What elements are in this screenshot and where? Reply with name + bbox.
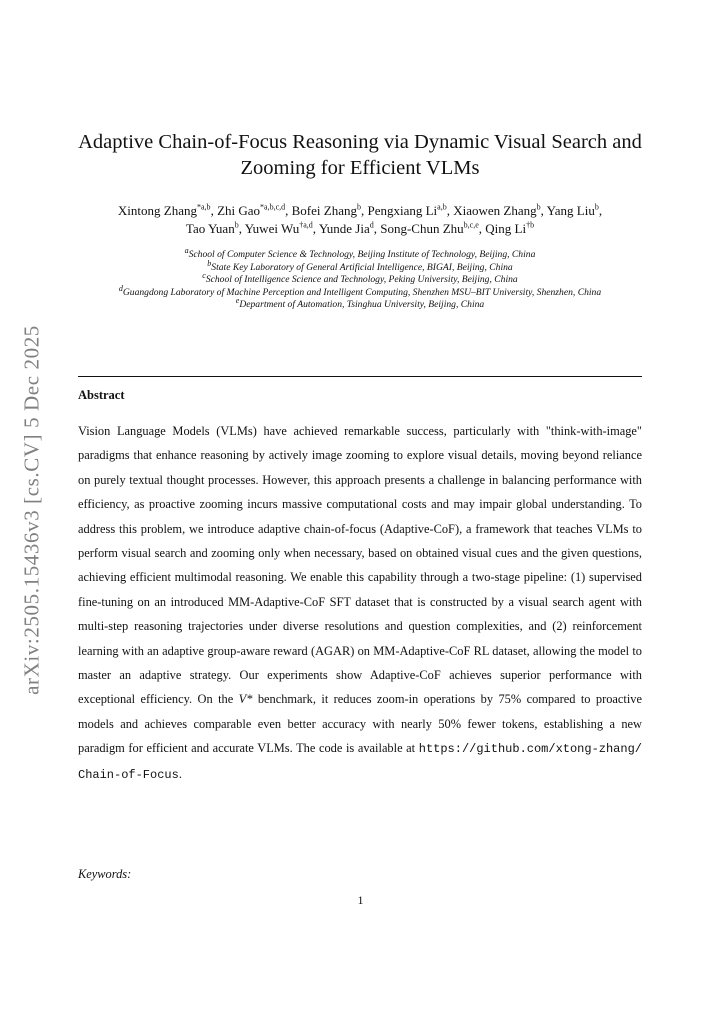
affiliation-mark: c <box>202 271 206 280</box>
author-name: Song-Chun Zhu <box>380 221 464 236</box>
author <box>292 203 368 218</box>
author <box>380 221 485 236</box>
author-name: Xintong Zhang <box>117 203 197 218</box>
author-separator: , <box>360 203 368 218</box>
author <box>217 203 292 218</box>
affiliation <box>60 283 660 300</box>
author-affiliation-mark: *a,b,c,d <box>260 202 286 212</box>
abstract-text-2: benchmark, it reduces zoom-in operations by 75% compared to proactive models and achieves comparable even better accuracy with nearly 50% fewer tokens, establishing a new paradigm for efficient and accurate VLMs. The code is available at <box>78 692 642 756</box>
affiliation-text: Guangdong Laboratory of Machine Perception and Intelligent Computing, Shenzhen MSU–BIT University, Shenzhen, China <box>122 286 602 298</box>
author-list <box>60 202 660 238</box>
author <box>118 203 217 218</box>
keywords-label: Keywords: <box>78 867 132 881</box>
abstract-heading: Abstract <box>78 388 125 402</box>
page-number: 1 <box>357 893 364 907</box>
author-affiliation-mark: b <box>234 220 239 230</box>
author <box>547 203 602 218</box>
affiliation-text: State Key Laboratory of General Artificial Intelligence, BIGAI, Beijing, China <box>211 261 513 273</box>
affiliation-mark: d <box>118 283 123 293</box>
author-name: Yunde Jia <box>318 221 370 236</box>
author-affiliation-mark: b <box>356 202 361 212</box>
affiliation-mark: e <box>235 296 240 306</box>
abstract-text-1: Vision Language Models (VLMs) have achieved remarkable success, particularly with "think-with-image" paradigms that enhance reasoning by actively image zooming to explore visual details, moving beyond reliance on purely textual thought processes. However, this approach presents a challenge in balancing performance with efficiency, as proactive zooming incurs massive computational costs and may impair global understanding. To address this problem, we introduce adaptive chain-of-focus (Adaptive-CoF), a framework that teaches VLMs to perform visual search and zooming only when necessary, based on obtained visual cues and the given questions, achieving efficient multimodal reasoning. We enable this capability through a two-stage pipeline: (1) supervised fine-tuning on an introduced MM-Adaptive-CoF SFT dataset that is constructed by a visual search agent with multi-step reasoning trajectories under diverse resolutions and question complexities, and (2) reinforcement learning with an adaptive group-aware reward (AGAR) on MM-Adaptive-CoF RL dataset, allowing the model to master an adaptive strategy. Our experiments show Adaptive-CoF achieves superior performance with exceptional efficiency. On the <box>78 424 642 707</box>
affiliation-mark: b <box>207 258 212 268</box>
affiliation <box>60 271 660 287</box>
abstract-rule <box>78 376 642 377</box>
author-affiliation-mark: *a,b <box>197 202 211 212</box>
author <box>245 221 319 236</box>
author-affiliation-mark: d <box>369 220 374 230</box>
affiliation <box>60 296 660 312</box>
affiliation-text: Department of Automation, Tsinghua University, Beijing, China <box>239 299 485 311</box>
author-separator: , <box>210 203 218 218</box>
author-affiliation-mark: †b <box>526 220 535 230</box>
author <box>453 203 546 218</box>
author-name: Zhi Gao <box>217 203 261 218</box>
affiliation-text: School of Intelligence Science and Technology, Peking University, Beijing, China <box>205 274 518 286</box>
author <box>319 221 380 236</box>
author <box>186 221 245 236</box>
author-affiliation-mark: †a,d <box>299 220 313 230</box>
abstract-text-3: . <box>178 766 182 781</box>
author-separator: , <box>446 203 454 218</box>
author <box>367 203 453 218</box>
paper-title: Adaptive Chain-of-Focus Reasoning via Dynamic Visual Search and Zooming for Efficient VLMs <box>78 131 642 179</box>
author-name: Xiaowen Zhang <box>453 203 537 218</box>
author-affiliation-mark: b <box>536 202 541 212</box>
author-separator: , <box>312 221 319 236</box>
author-affiliation-mark: b,c,e <box>463 220 479 230</box>
arxiv-stamp <box>12 300 52 720</box>
author-separator: , <box>478 221 486 236</box>
author-name: Tao Yuan <box>185 221 235 236</box>
affiliation <box>60 245 660 262</box>
affiliation-mark: a <box>184 245 189 255</box>
arxiv-identifier: arXiv:2505.15436v3 [cs.CV] 5 Dec 2025 <box>19 325 44 695</box>
author-affiliation-mark: a,b <box>437 202 447 212</box>
affiliation <box>60 258 660 275</box>
author-separator: , <box>540 203 547 218</box>
affiliation-list <box>60 245 660 312</box>
author-name: Pengxiang Li <box>367 203 438 218</box>
author-separator: , <box>373 221 381 236</box>
author-name: Yuwei Wu <box>244 221 300 236</box>
benchmark-name: V* <box>238 692 253 707</box>
abstract-body <box>78 419 642 787</box>
code-url-link[interactable]: https://github.com/xtong-zhang/ Chain-of-Focus <box>78 742 642 782</box>
author-separator: , <box>285 203 292 218</box>
author-affiliation-mark: b <box>594 202 599 212</box>
author-name: Bofei Zhang <box>291 203 357 218</box>
author-name: Qing Li <box>485 221 527 236</box>
author <box>485 221 534 236</box>
author-separator: , <box>238 221 245 236</box>
author-name: Yang Liu <box>546 203 595 218</box>
author-separator: , <box>598 203 603 218</box>
affiliation-text: School of Computer Science & Technology, Beijing Institute of Technology, Beijing, China <box>188 249 536 260</box>
